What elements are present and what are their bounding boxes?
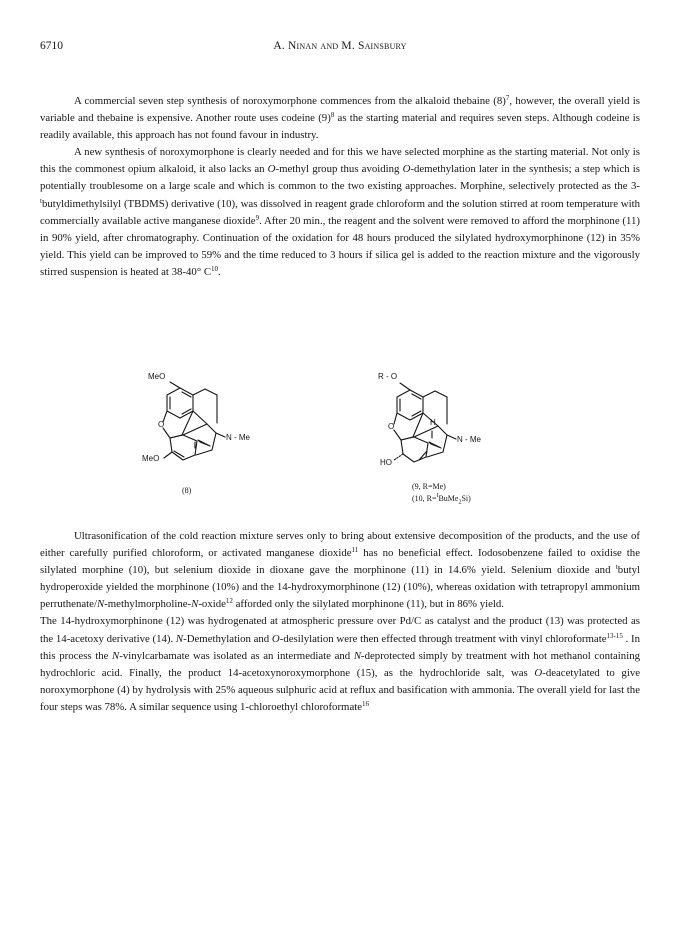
text-block-bottom: [40, 528, 640, 716]
codeine-structure: [394, 383, 456, 462]
thebaine-structure: [163, 382, 225, 460]
structure-drawings: [130, 378, 550, 518]
label-nme-left: N - Me: [226, 433, 250, 442]
structure-scheme: [130, 372, 550, 518]
paragraph-1: A commercial seven step synthesis of noroxymorphone commences from the alkaloid thebaine $(8)^7$, however, the overall yield is variable and thebaine is expensive. Another route uses codeine $(9)^8$ as the starting material and requires seven steps. Although codeine is readily available, this approach has not found favour in industry.: [40, 94, 640, 142]
label-ether-o-left: O: [158, 420, 165, 429]
paragraph-2: A new synthesis of noroxymorphone is clearly needed and for this we have selected morphine as the starting material. Not only is this the commonest opium alkaloid, it also lacks an O-methyl group thus avoiding O-demethylation later in the synthesis; a step which is potentially troublesome on a large scale and which is common to the two existing approaches. Morphine, selectively protected as the 3-$^t$butyldimethylsilyl (TBDMS) derivative (10), was dissolved in reagent grade chloroform and the solution stirred at room temperature with commercially available active manganese dioxide$^9$. After 20 min., the reagent and the solvent were removed to afford the morphinone (11) in 90% yield, after chromatography. Continuation of the oxidation for 48 hours produced the silylated hydroxymorphinone (12) in 35% yield. This yield can be improved to 59% and the time reduced to 3 hours if silica gel is added to the reaction mixture and the vigorously stirred suspension is heated at 38-40° $C^{10}$.: [40, 146, 641, 278]
label-ro-top: R - O: [378, 372, 398, 381]
label-meo-bottom: MeO: [142, 454, 160, 463]
compound-9-caption: (9, R=Me): [412, 482, 446, 491]
label-ho: HO: [380, 458, 392, 467]
label-nme-right: N - Me: [457, 435, 481, 444]
text-block-top: [40, 93, 640, 281]
label-h: H: [430, 418, 436, 427]
running-header: [40, 40, 640, 56]
compound-10-caption: (10, R=$^t$BuMe$_2$Si): [412, 491, 471, 506]
compound-8-caption: (8): [182, 486, 192, 495]
paragraph-3: Ultrasonification of the cold reaction mixture serves only to bring about extensive decomposition of the products, and the use of either carefully purified chloroform, or activated manganese dioxide$^{11}$ has no beneficial effect. Iodosobenzene failed to oxidise the silylated morphine (10), but selenium dioxide in dioxane gave the morphinone (11) in 14.6% yield. Selenium dioxide and $^t$butyl hydroperoxide yielded the morphinone (10%) and the 14-hydroxymorphinone (12) (10%), whereas oxidation with tetrapropyl ammonium perruthenate/N-methylmorpholine-N-oxide$^{12}$ afforded only the silylated morphinone (11), but in 86% yield.: [40, 530, 640, 611]
label-ether-o-right: O: [388, 422, 395, 431]
page-number: 6710: [40, 40, 63, 52]
label-meo-top: MeO: [148, 372, 166, 381]
running-authors: A. Ninan and M. Sainsbury: [273, 40, 407, 52]
paragraph-4: The 14-hydroxymorphinone (12) was hydrogenated at atmospheric pressure over Pd/C as catalyst and the product (13) was protected as the 14-acetoxy derivative (14). N-Demethylation and O-desilylation were then effected through treatment with vinyl chloroformate$^{13-15}$ . In this process the N-vinylcarbamate was isolated as an intermediate and N-deprotected simply by treatment with hot methanol containing hydrochloric acid. Finally, the product 14-acetoxynoroxymorphone (15), as the hydrochloride salt, was O-deacetylated to give noroxymorphone (4) by hydrolysis with 25% aqueous sulphuric acid at reflux and basification with ammonia. The overall yield for last the four steps was 78%. A similar sequence using 1-chloroethyl chloroformate$^{16}$: [40, 615, 641, 713]
